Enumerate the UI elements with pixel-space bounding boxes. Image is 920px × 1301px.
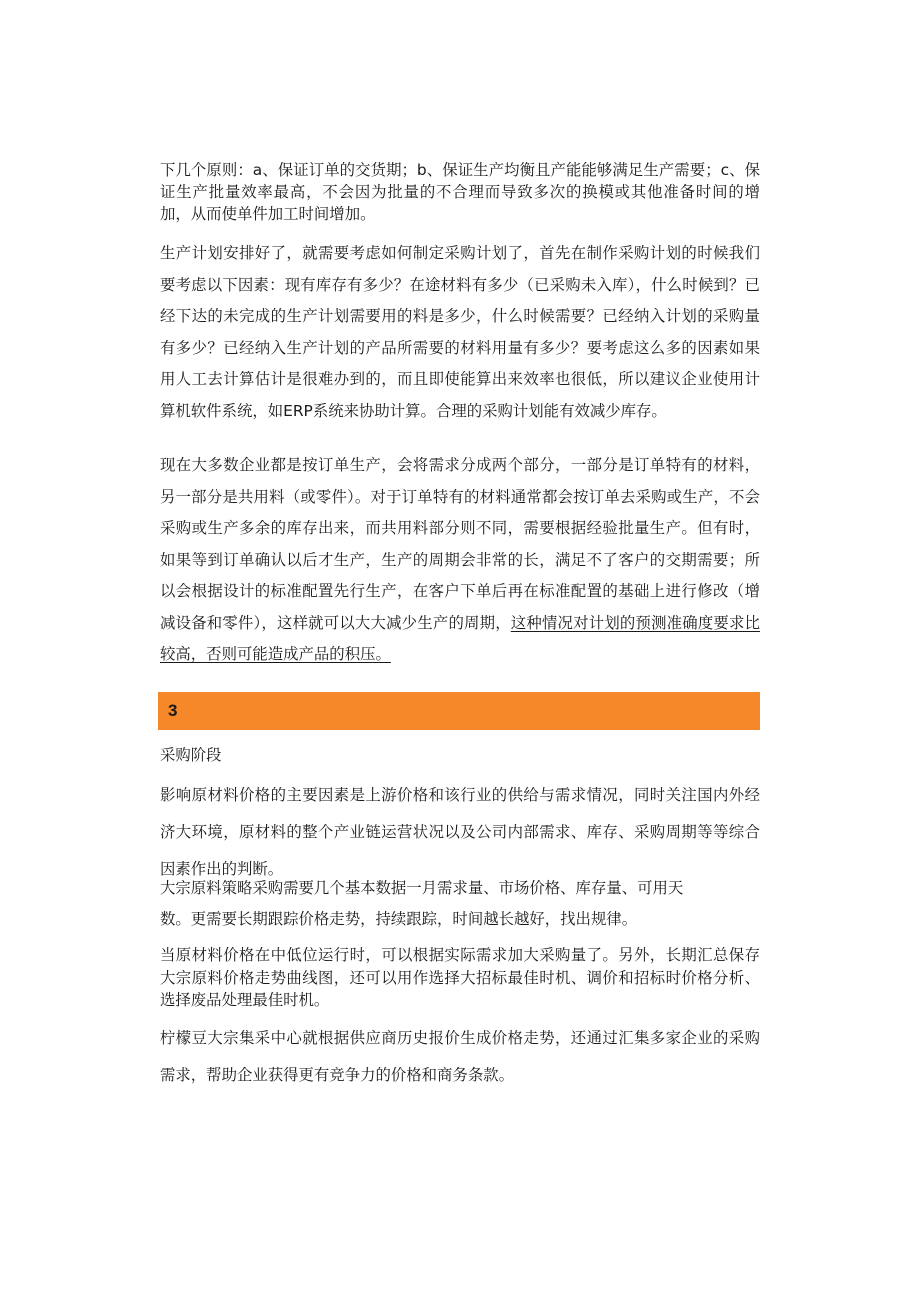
paragraph-lemon-bean-center: 柠檬豆大宗集采中心就根据供应商历史报价生成价格走势，还通过汇集多家企业的采购需求，帮助企业获得更有竞争力的价格和商务条款。 [160, 1029, 760, 1084]
paragraph-purchase-plan: 生产计划安排好了，就需要考虑如何制定采购计划了，首先在制作采购计划的时候我们要考虑以下因素：现有库存有多少？在途材料有多少（已采购未入库），什么时候到？已经下达的未完成的生产计划需要用的料是多少，什么时候需要？已经纳入计划的采购量有多少？已经纳入生产计划的产品所需要的材料用量有多少？要考虑这么多的因素如果用人工去计算估计是很难办到的，而且即使能算出来效率也很低，所以建议企业使用计算机软件系统，如ERP系统来协助计算。合理的采购计划能有效减少库存。 [160, 244, 760, 420]
paragraph-principles: 下几个原则：a、保证订单的交货期；b、保证生产均衡且产能能够满足生产需要；c、保证生产批量效率最高，不会因为批量的不合理而导致多次的换模或其他准备时间的增加，从而使单件加工时间增加。 [160, 161, 760, 223]
paragraph-low-price-strategy: 当原材料价格在中低位运行时，可以根据实际需求加大采购量了。另外，长期汇总保存大宗原料价格走势曲线图，还可以用作选择大招标最佳时机、调价和招标时价格分析、选择废品处理最佳时机。 [160, 946, 760, 1009]
paragraph-price-factors: 影响原材料价格的主要因素是上游价格和该行业的供给与需求情况，同时关注国内外经济大环境，原材料的整个产业链运营状况以及公司内部需求、库存、采购周期等等综合因素作出的判断。 [160, 786, 760, 878]
underlined-forecast-note: 这种情况对计划的预测准确度要求比较高，否则可能造成产品的积压。 [160, 613, 760, 663]
section-number: 3 [168, 701, 178, 720]
paragraph-order-production [160, 450, 760, 671]
paragraph-bulk-data-line1: 大宗原料策略采购需要几个基本数据一月需求量、市场价格、库存量、可用天 [160, 879, 684, 897]
paragraph-order-production-text: 现在大多数企业都是按订单生产，会将需求分成两个部分，一部分是订单特有的材料，另一部分是共用料（或零件）。对于订单特有的材料通常都会按订单去采购或生产，不会采购或生产多余的库存出来，而共用料部分则不同，需要根据经验批量生产。但有时，如果等到订单确认以后才生产，生产的周期会非常的长，满足不了客户的交期需要；所以会根据设计的标准配置先行生产，在客户下单后再在标准配置的基础上进行修改（增减设备和零件），这样就可以大大减少生产的周期， [160, 456, 760, 632]
section-header-band [158, 692, 760, 730]
section-title: 采购阶段 [160, 746, 222, 764]
paragraph-bulk-data-line2: 数。更需要长期跟踪价格走势，持续跟踪，时间越长越好，找出规律。 [160, 910, 638, 928]
